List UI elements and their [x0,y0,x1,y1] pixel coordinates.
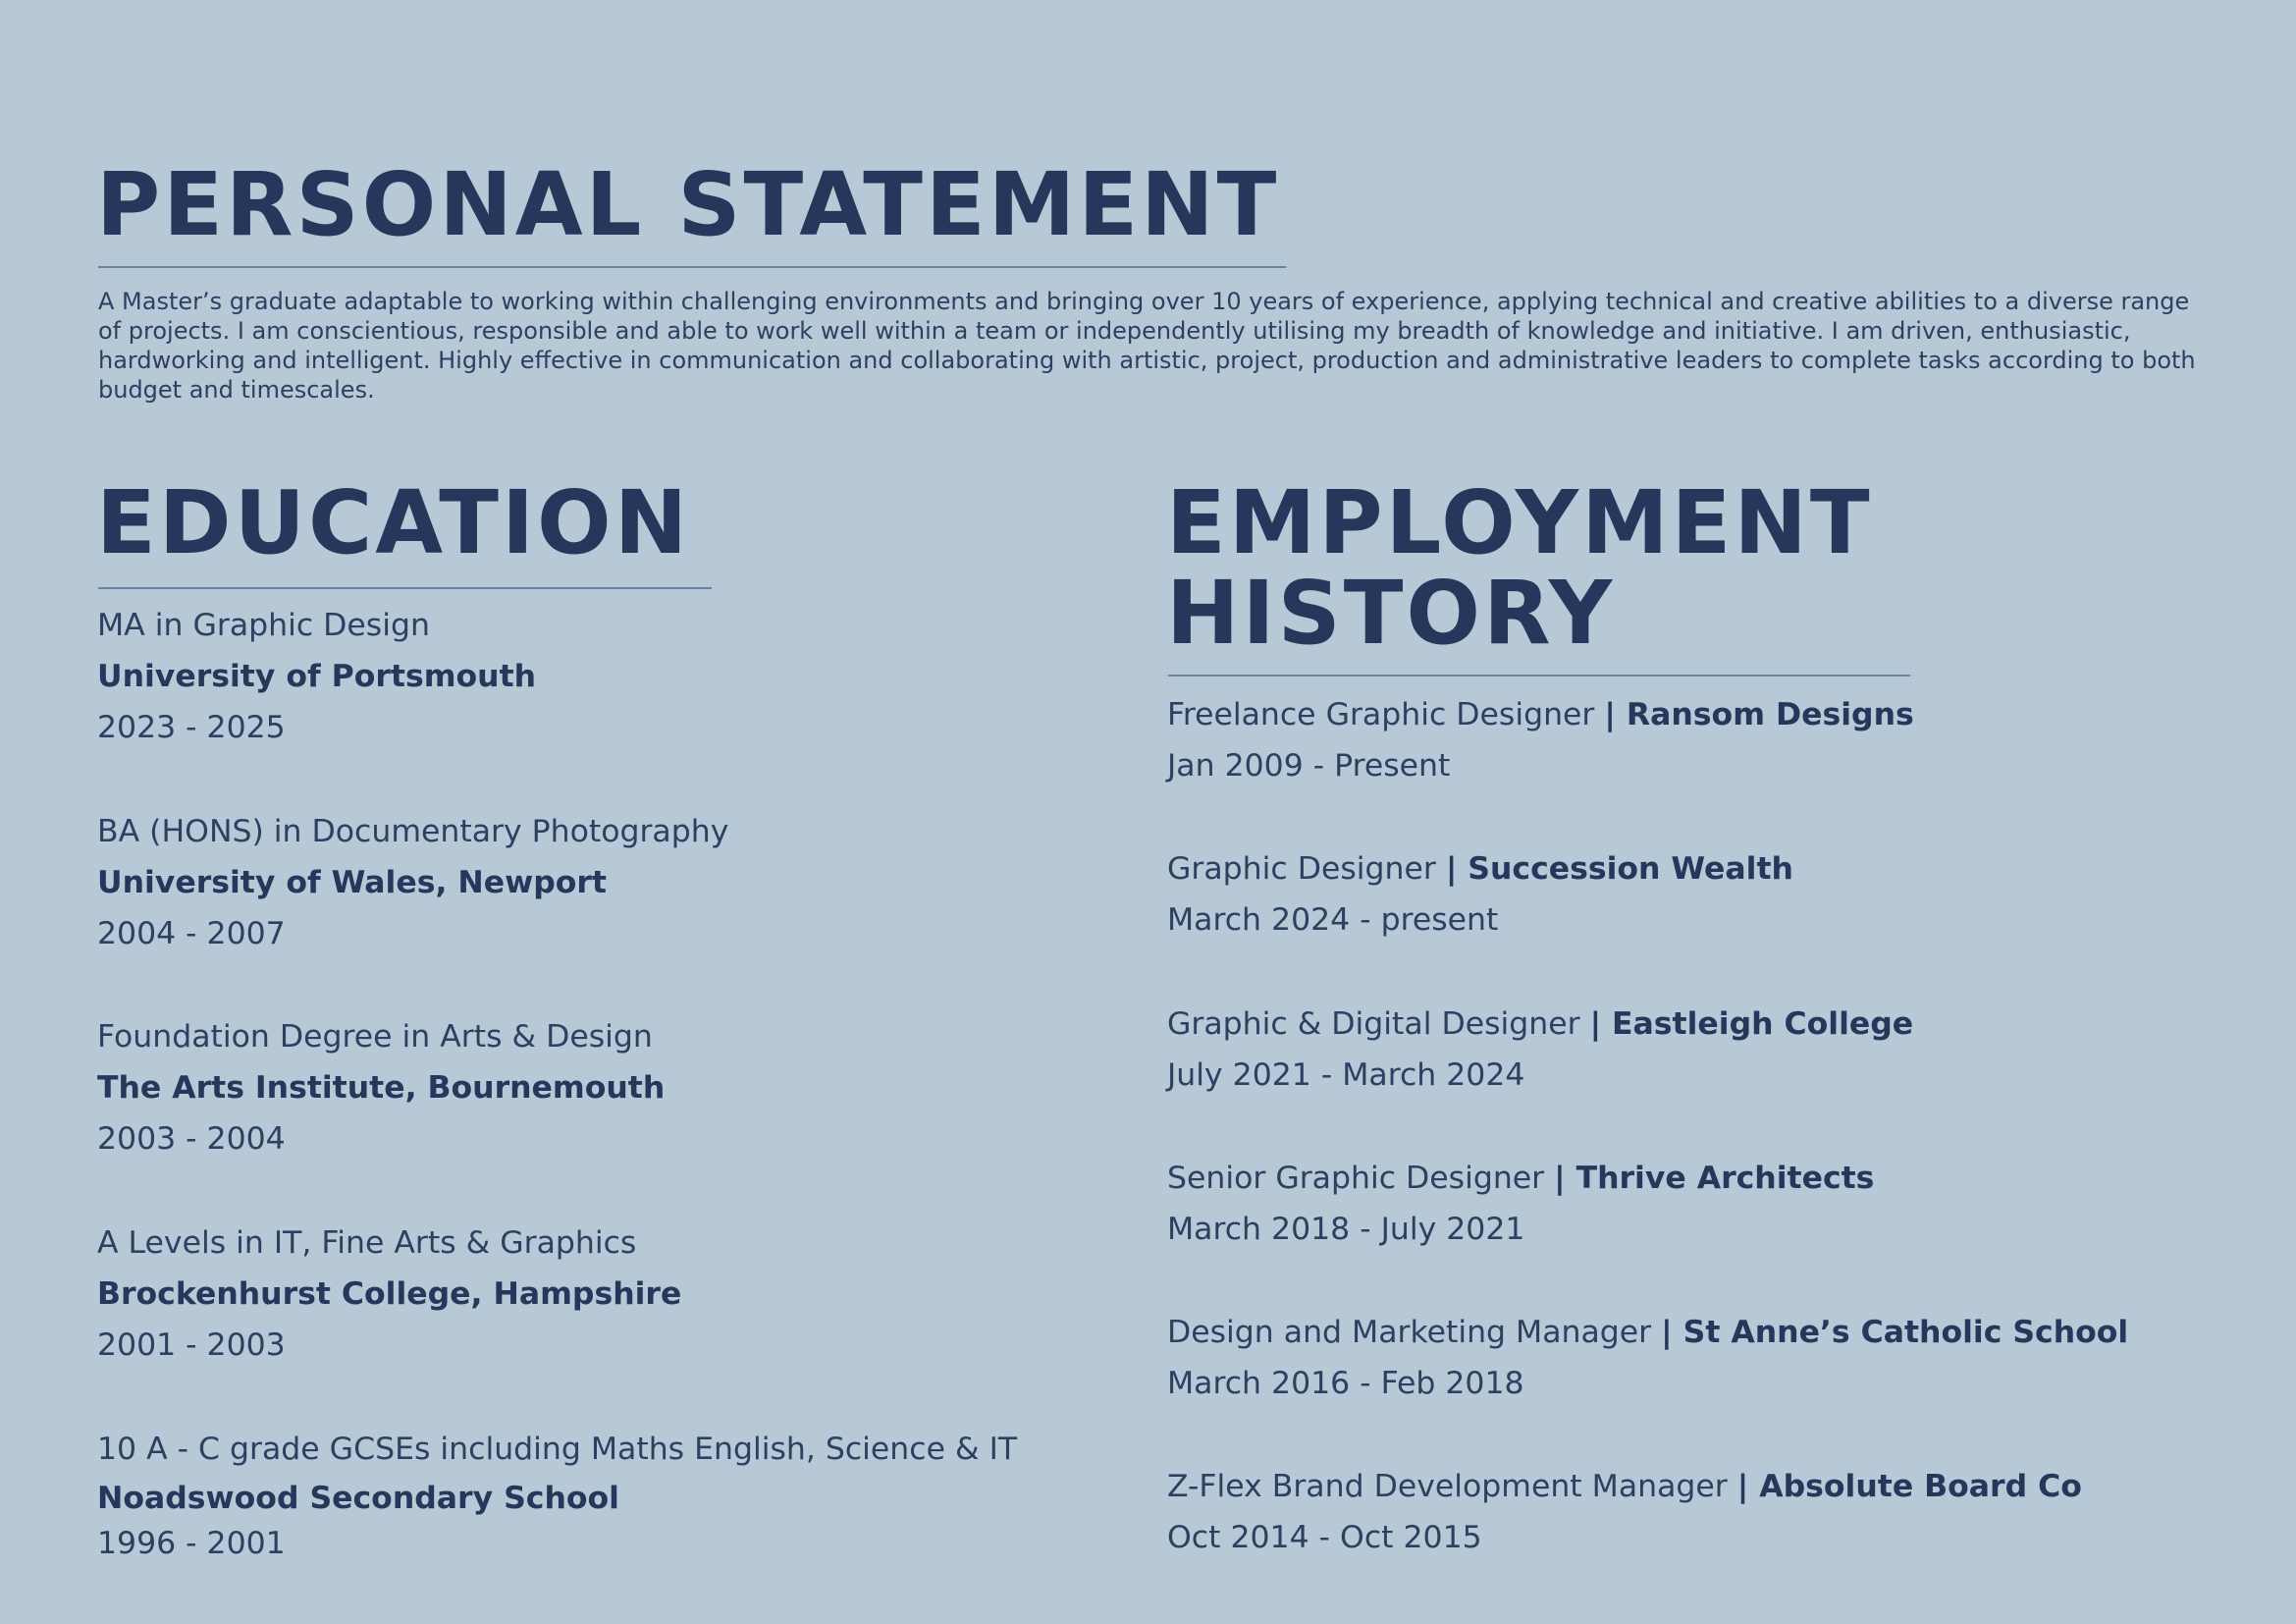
employment-title-line [1167,843,1793,894]
employment-employer: | St Anne’s Catholic School [1661,1315,2129,1350]
employment-item [1167,1307,2128,1409]
employment-employer: | Thrive Architects [1554,1161,1875,1196]
employment-dates: March 2024 - present [1167,902,1499,938]
education-dates: 2023 - 2025 [97,710,286,745]
personal-statement-body: A Master’s graduate adaptable to working within challenging environments and bringing over 10 years of experience, applying technical and creative abilities to a diverse range of projects. I am conscientious, responsible and able to work well within a team or independently utilising my breadth of knowledge and initiative. I am driven, enthusiastic, hardworking and intelligent. Highly effective in communication and collaborating with artistic, project, production and administrative leaders to complete tasks according to both budget and timescales. [98,288,2196,404]
education-dates: 2004 - 2007 [97,916,286,951]
employment-dates: March 2018 - July 2021 [1167,1212,1525,1247]
employment-title-line [1167,689,1914,740]
education-institution: The Arts Institute, Bournemouth [97,1070,666,1106]
employment-employer: | Succession Wealth [1445,851,1793,887]
education-item [97,1424,1017,1565]
education-dates: 1996 - 2001 [97,1526,286,1561]
employment-role: Freelance Graphic Designer [1167,697,1595,732]
employment-employer: | Absolute Board Co [1736,1469,2082,1504]
employment-dates: Jan 2009 - Present [1167,748,1451,784]
education-qualification: 10 A - C grade GCSEs including Maths English, Science & IT [97,1432,1018,1467]
employment-title-line [1167,999,1913,1050]
employment-heading-line2: HISTORY [1166,562,1616,664]
education-item [97,806,728,959]
education-heading: EDUCATION [96,471,691,573]
employment-dates: March 2016 - Feb 2018 [1167,1366,1524,1401]
employment-employer: | Ransom Designs [1604,697,1914,732]
education-institution: Brockenhurst College, Hampshire [97,1276,682,1312]
employment-title-line [1167,1153,1874,1204]
employment-title-line [1167,1307,2128,1358]
employment-role: Z-Flex Brand Development Manager [1167,1469,1728,1504]
employment-title-line [1167,1461,2082,1512]
education-divider [98,587,712,589]
employment-heading [1166,471,1873,664]
education-dates: 2003 - 2004 [97,1121,286,1157]
education-qualification: A Levels in IT, Fine Arts & Graphics [97,1225,637,1261]
education-institution: University of Wales, Newport [97,865,607,900]
education-dates: 2001 - 2003 [97,1327,286,1363]
employment-role: Graphic Designer [1167,851,1436,887]
employment-employer: | Eastleigh College [1589,1006,1914,1042]
employment-role: Senior Graphic Designer [1167,1161,1545,1196]
employment-item [1167,1461,2082,1563]
employment-divider [1168,675,1910,677]
employment-role: Design and Marketing Manager [1167,1315,1652,1350]
employment-item [1167,999,1913,1101]
employment-item [1167,1153,1874,1255]
education-qualification: MA in Graphic Design [97,608,430,643]
education-institution: Noadswood Secondary School [97,1481,619,1516]
education-item [97,1011,665,1164]
employment-role: Graphic & Digital Designer [1167,1006,1580,1042]
personal-statement-heading: PERSONAL STATEMENT [96,153,1280,255]
education-institution: University of Portsmouth [97,659,537,694]
employment-dates: July 2021 - March 2024 [1167,1057,1525,1093]
employment-item [1167,689,1914,791]
personal-statement-divider [98,266,1286,268]
employment-dates: Oct 2014 - Oct 2015 [1167,1520,1482,1555]
education-qualification: BA (HONS) in Documentary Photography [97,814,729,849]
education-item [97,1218,681,1371]
education-qualification: Foundation Degree in Arts & Design [97,1019,653,1055]
employment-item [1167,843,1793,946]
employment-heading-line1: EMPLOYMENT [1166,471,1873,573]
education-item [97,600,536,753]
